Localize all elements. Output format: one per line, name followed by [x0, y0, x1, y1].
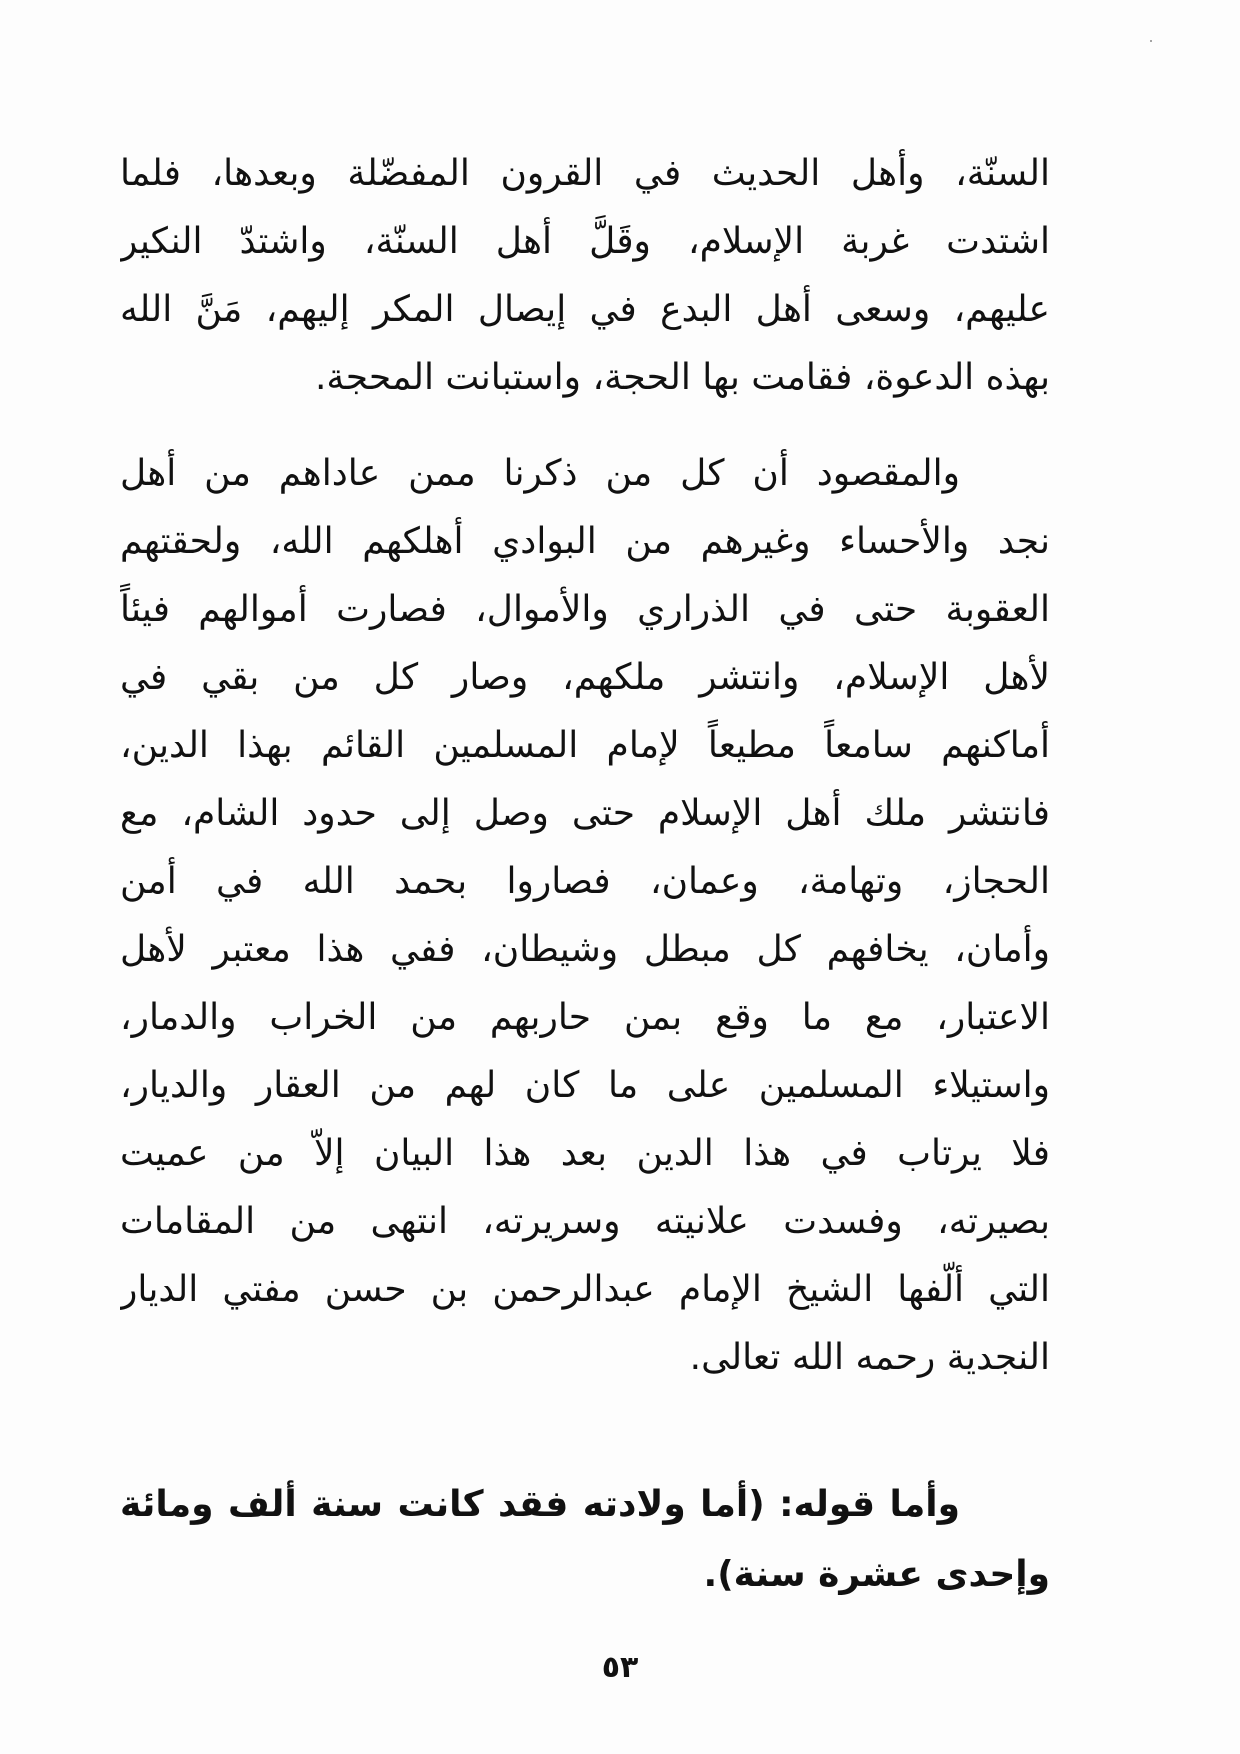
text-line: لأهل الإسلام، وانتشر ملكهم، وصار كل من بقي في: [120, 657, 1050, 698]
text-line: وأمان، يخافهم كل مبطل وشيطان، ففي هذا معتبر لأهل: [120, 929, 1050, 970]
text-line: وأما قوله: (أما ولادته فقد كانت سنة ألف ومائة: [120, 1484, 960, 1525]
text-line: التي ألّفها الشيخ الإمام عبدالرحمن بن حسن مفتي الديار: [120, 1269, 1050, 1310]
text-line: الاعتبار، مع ما وقع بمن حاربهم من الخراب والدمار،: [120, 997, 1050, 1038]
paragraph-3: [120, 1470, 1050, 1610]
text-line: العقوبة حتى في الذراري والأموال، فصارت أموالهم فيئاً: [120, 589, 1050, 630]
paragraph-1: [120, 140, 1050, 412]
text-line: اشتدت غربة الإسلام، وقَلَّ أهل السنّة، واشتدّ النكير: [120, 221, 1050, 262]
text-line: فانتشر ملك أهل الإسلام حتى وصل إلى حدود الشام، مع: [120, 793, 1050, 834]
text-line: والمقصود أن كل من ذكرنا ممن عاداهم من أهل: [120, 453, 960, 494]
text-line: النجدية رحمه الله تعالى.: [689, 1337, 1050, 1378]
paragraph-2: [120, 440, 1050, 1392]
scan-speck: [1150, 40, 1152, 42]
text-line: واستيلاء المسلمين على ما كان لهم من العقار والديار،: [120, 1065, 1050, 1106]
text-line: السنّة، وأهل الحديث في القرون المفضّلة وبعدها، فلما: [120, 153, 1050, 194]
text-line: وإحدى عشرة سنة).: [703, 1554, 1050, 1595]
text-line: نجد والأحساء وغيرهم من البوادي أهلكهم الله، ولحقتهم: [120, 521, 1050, 562]
text-line: فلا يرتاب في هذا الدين بعد هذا البيان إلاّ من عميت: [120, 1133, 1050, 1174]
text-line: الحجاز، وتهامة، وعمان، فصاروا بحمد الله في أمن: [120, 861, 1050, 902]
text-line: بصيرته، وفسدت علانيته وسريرته، انتهى من المقامات: [120, 1201, 1050, 1242]
text-line: عليهم، وسعى أهل البدع في إيصال المكر إليهم، مَنَّ الله: [120, 289, 1050, 330]
text-line: أماكنهم سامعاً مطيعاً لإمام المسلمين القائم بهذا الدين،: [120, 725, 1050, 766]
page-number: ٥٣: [601, 1650, 639, 1685]
text-line: بهذه الدعوة، فقامت بها الحجة، واستبانت المحجة.: [314, 357, 1050, 398]
